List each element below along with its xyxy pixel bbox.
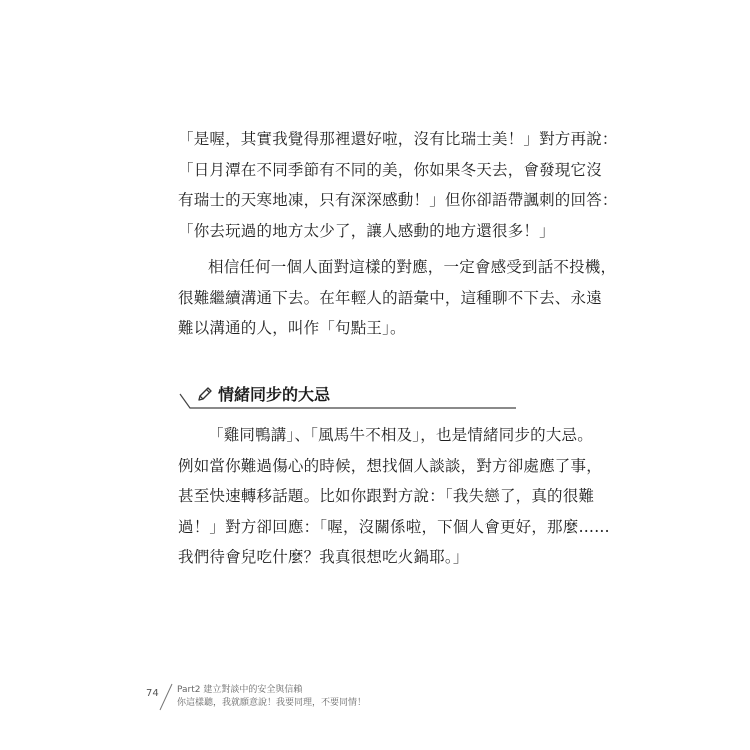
text-line: 例如當你難過傷心的時候，想找個人談談，對方卻處應了事， (178, 456, 602, 475)
paragraph-dialogue (178, 124, 618, 246)
page-number: 74 (146, 688, 159, 699)
running-footer (177, 684, 366, 710)
text-line: 甚至快速轉移話題。比如你跟對方說：「我失戀了，真的很難 (178, 487, 595, 505)
text-line: 我們待會兒吃什麼？我真很想吃火鍋耶。」 (178, 548, 469, 566)
text-line: 難以溝通的人，叫作「句點王」。 (178, 319, 406, 337)
text-line: 過！」對方卻回應：「喔，沒關係啦，下個人會更好，那麼…… (178, 517, 610, 536)
text-line: 「雞同鴨講」、「風馬牛不相及」，也是情緒同步的大忌。 (208, 426, 593, 444)
text-line: 很難繼續溝通下去。在年輕人的語彙中，這種聊不下去、永遠 (178, 288, 602, 307)
text-line: 相信任何一個人面對這樣的對應，一定會感受到話不投機， (208, 258, 617, 276)
footer-divider (158, 683, 174, 711)
section-heading (178, 380, 518, 414)
paragraph-emotion-sync (178, 420, 610, 573)
section-title: 情緒同步的大忌 (218, 385, 331, 404)
text-line: 有瑞士的天寒地凍，只有深深感動！」但你卻語帶諷刺的回答： (178, 191, 618, 209)
footer-part-title: Part2 建立對談中的安全與信賴 (177, 685, 303, 695)
pencil-icon (197, 386, 213, 402)
text-line: 「你去玩過的地方太少了，讓人感動的地方還很多！」 (178, 221, 555, 240)
paragraph-period-king (178, 252, 617, 344)
text-line: 「是喔，其實我覺得那裡還好啦，沒有比瑞士美！」對方再說： (178, 130, 618, 148)
footer-book-title: 你這樣聽，我就願意說！我要同理，不要同情！ (177, 698, 367, 708)
text-line: 「日月潭在不同季節有不同的美，你如果冬天去，會發現它沒 (178, 160, 602, 179)
